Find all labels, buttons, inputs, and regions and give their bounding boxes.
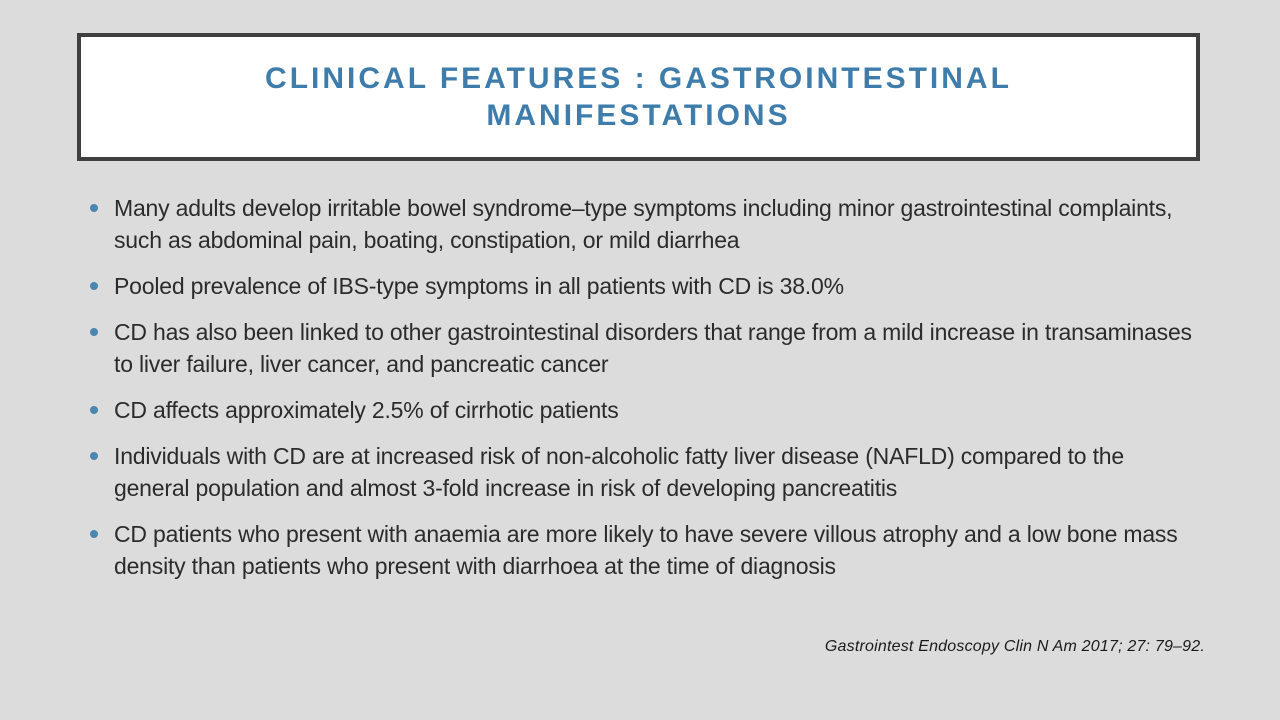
bullet-text: CD patients who present with anaemia are more likely to have severe villous atrophy and a low bone mass density than patients who present with diarrhoea at the time of diagnosis bbox=[114, 521, 1178, 579]
bullet-text: Many adults develop irritable bowel syndrome–type symptoms including minor gastrointestinal complaints, such as abdominal pain, boating, constipation, or mild diarrhea bbox=[114, 195, 1173, 253]
bullet-dot bbox=[90, 204, 98, 212]
bullet-item bbox=[90, 440, 1205, 504]
bullet-item bbox=[90, 394, 1205, 426]
title-box bbox=[77, 33, 1200, 161]
bullet-item bbox=[90, 270, 1205, 302]
bullet-dot bbox=[90, 530, 98, 538]
bullet-dot bbox=[90, 406, 98, 414]
bullet-dot bbox=[90, 452, 98, 460]
bullet-text: Individuals with CD are at increased risk of non-alcoholic fatty liver disease (NAFLD) compared to the general population and almost 3-fold increase in risk of developing pancreatitis bbox=[114, 443, 1124, 501]
bullet-item bbox=[90, 192, 1205, 256]
bullet-list bbox=[90, 192, 1205, 596]
bullet-dot bbox=[90, 328, 98, 336]
citation: Gastrointest Endoscopy Clin N Am 2017; 27: 79–92. bbox=[824, 638, 1205, 655]
bullet-dot bbox=[90, 282, 98, 290]
bullet-text: CD affects approximately 2.5% of cirrhotic patients bbox=[114, 397, 619, 423]
bullet-text: Pooled prevalence of IBS-type symptoms in all patients with CD is 38.0% bbox=[114, 273, 844, 299]
bullet-text: CD has also been linked to other gastrointestinal disorders that range from a mild increase in transaminases to liver failure, liver cancer, and pancreatic cancer bbox=[114, 319, 1192, 377]
bullet-item bbox=[90, 518, 1205, 582]
bullet-item bbox=[90, 316, 1205, 380]
page-title: CLINICAL FEATURES : GASTROINTESTINAL MANIFESTATIONS bbox=[265, 61, 1012, 132]
